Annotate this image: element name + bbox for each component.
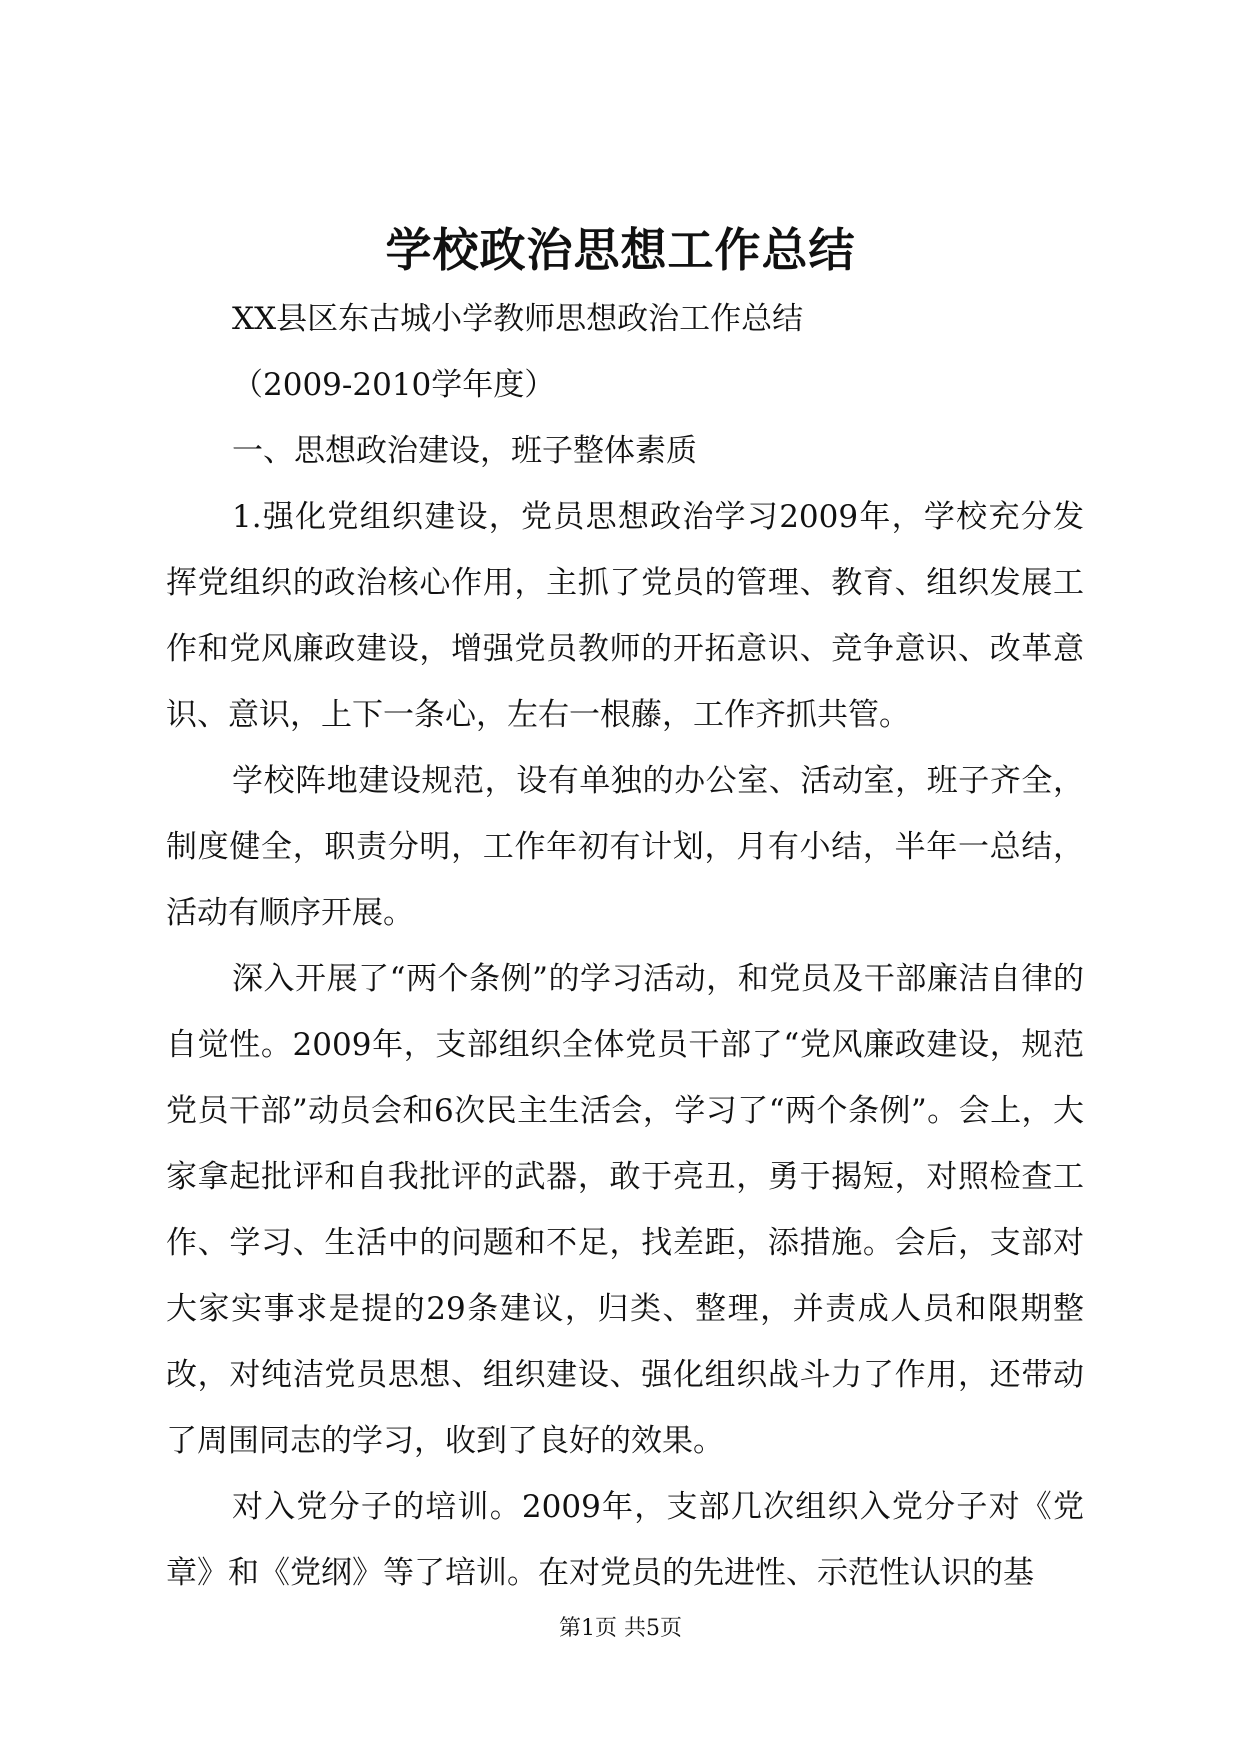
paragraph-activist-training: 对入党分子的培训。2009年，支部几次组织入党分子对《党章》和《党纲》等了培训。在对党员的先进性、示范性认识的基 — [166, 1489, 1084, 1591]
paragraph-regulations-study: 深入开展了“两个条例”的学习活动，和党员及干部廉洁自律的自觉性。2009年，支部组织全体党员干部了“党风廉政建设，规范党员干部”动员会和6次民主生活会，学习了“两个条例”。会上，大家拿起批评和自我批评的武器，敢于亮丑，勇于揭短，对照检查工作、学习、生活中的问题和不足，找差距，添措施。会后，支部对大家实事求是提的29条建议，归类、整理，并责成人员和限期整改，对纯洁党员思想、组织建设、强化组织战斗力了作用，还带动了周围同志的学习，收到了良好的效果。 — [166, 961, 1084, 1459]
paragraph-section-heading: 一、思想政治建设，班子整体素质 — [232, 433, 697, 469]
document-body — [166, 286, 1084, 1606]
paragraph-subtitle: XX县区东古城小学教师思想政治工作总结 — [232, 301, 804, 337]
page-number-footer: 第1页 共5页 — [559, 1616, 682, 1641]
paragraph-school-year: （2009-2010学年度） — [232, 367, 556, 403]
paragraph-position-building: 学校阵地建设规范，设有单独的办公室、活动室，班子齐全，制度健全，职责分明，工作年初有计划，月有小结，半年一总结，活动有顺序开展。 — [166, 763, 1084, 931]
paragraph-party-building: 1.强化党组织建设，党员思想政治学习2009年，学校充分发挥党组织的政治核心作用，主抓了党员的管理、教育、组织发展工作和党风廉政建设，增强党员教师的开拓意识、竞争意识、改革意识、意识，上下一条心，左右一根藤，工作齐抓共管。 — [166, 499, 1084, 733]
document-title: 学校政治思想工作总结 — [385, 223, 856, 277]
